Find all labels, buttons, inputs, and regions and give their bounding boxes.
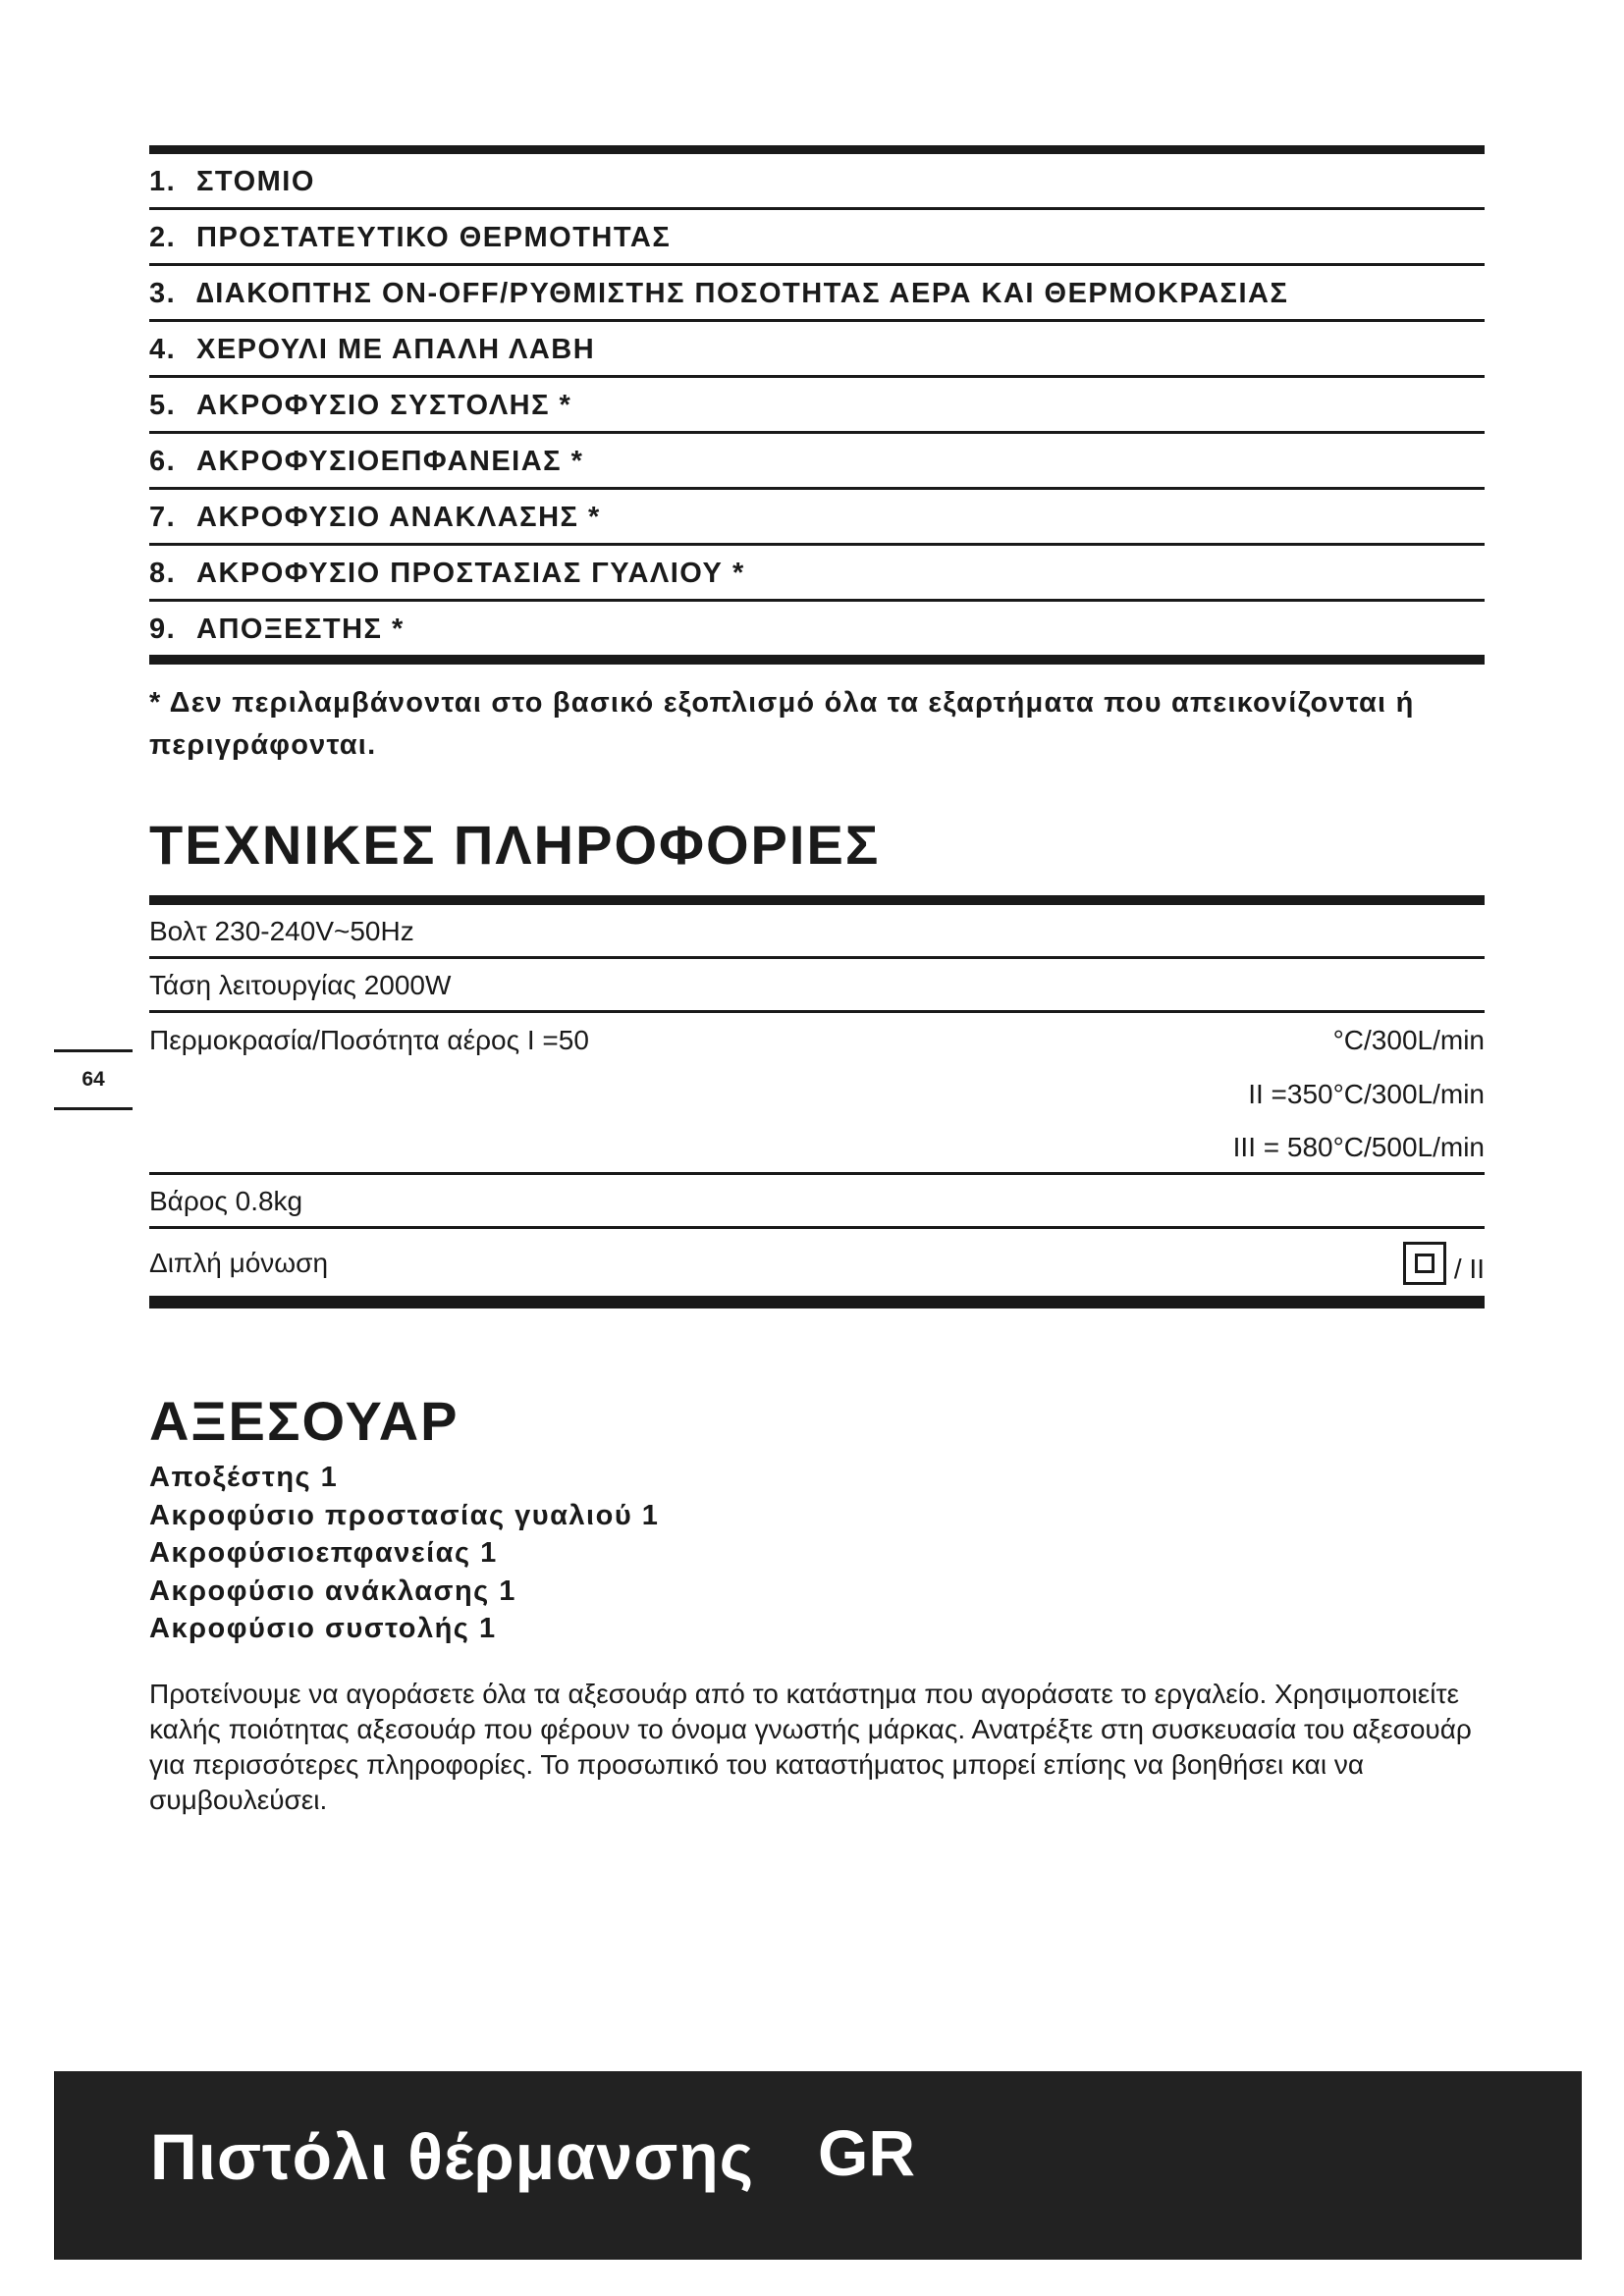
page-marker-rule-bottom: [54, 1107, 133, 1110]
part-number: 2.: [149, 222, 177, 253]
part-label: ΑΚΡΟΦΥΣΙΟ ΠΡΟΣΤΑΣΙΑΣ ΓΥΑΛΙΟΥ *: [196, 558, 745, 589]
accessories-advice: Προτείνουμε να αγοράσετε όλα τα αξεσουάρ από το κατάστημα που αγοράσατε το εργαλείο. Χρησιμοποιείτε καλής ποιότητας αξεσουάρ που φέρουν το όνομα γνωστής μάρκας. Ανατρέξτε στη συσκευασία του αξεσουάρ για περισσότερες πληροφορίες. Το προσωπικό του καταστήματος μπορεί επίσης να βοηθήσει και να συμβουλεύσει.: [149, 1679, 1472, 1815]
accessories-title: ΑΞΕΣΟΥΑΡ: [149, 1390, 460, 1452]
part-label: ∆ΙΑΚΟΠΤΗΣ ON-OFF/ΡΥΘΜΙΣΤΗΣ ΠΟΣΟΤΗΤΑΣ ΑΕΡΑ ΚΑΙ ΘΕΡΜΟΚΡΑΣΙΑΣ: [196, 278, 1289, 309]
part-label: ΑΚΡΟΦΥΣΙΟΕΠΦΑΝΕΙΑΣ *: [196, 446, 584, 477]
part-number: 8.: [149, 558, 177, 589]
spec-power: Τάση λειτουργίας 2000W: [149, 969, 452, 1000]
insulation-class: [1403, 1242, 1485, 1285]
insulation-class-label: / II: [1453, 1253, 1485, 1284]
spec-row-temperature: [149, 1013, 1485, 1067]
spec-voltage: Βολτ 230-240V~50Hz: [149, 915, 414, 946]
part-item: [149, 322, 1485, 378]
part-label: ΑΚΡΟΦΥΣΙΟ ΑΝΑΚΛΑΣΗΣ *: [196, 502, 601, 533]
specs-top-rule: [149, 895, 1485, 905]
accessory-item: Αποξέστης 1: [149, 1462, 339, 1493]
part-number: 5.: [149, 390, 177, 421]
part-item: [149, 490, 1485, 546]
spec-temperature-1: °C/300L/min: [1332, 1025, 1485, 1055]
part-number: 3.: [149, 278, 177, 309]
part-item: [149, 266, 1485, 322]
spec-row-power: [149, 959, 1485, 1013]
double-insulation-icon: [1403, 1242, 1446, 1285]
accessories-list: [149, 1459, 659, 1648]
parts-bottom-rule: [149, 656, 1485, 665]
part-item: [149, 154, 1485, 210]
part-label: ΑΚΡΟΦΥΣΙΟ ΣΥΣΤΟΛΗΣ *: [196, 390, 572, 421]
spec-row-insulation: [149, 1229, 1485, 1299]
spec-row-temperature-3: [149, 1121, 1485, 1175]
parts-footnote: * Δεν περιλαμβάνονται στο βασικό εξοπλισμό όλα τα εξαρτήματα που απεικονίζονται ή περιγράφονται.: [149, 687, 1415, 761]
spec-temperature-2: II =350°C/300L/min: [1248, 1079, 1485, 1109]
part-item: [149, 378, 1485, 434]
accessory-item: Ακροφύσιο προστασίας γυαλιού 1: [149, 1499, 660, 1531]
parts-top-rule: [149, 145, 1485, 154]
part-number: 9.: [149, 614, 177, 645]
part-item: [149, 602, 1485, 658]
accessory-item: Ακροφύσιο συστολής 1: [149, 1613, 497, 1644]
spec-weight: Βάρος 0.8kg: [149, 1185, 303, 1216]
accessory-item: Ακροφύσιο ανάκλασης 1: [149, 1575, 516, 1607]
spec-row-voltage: [149, 905, 1485, 959]
spec-row-weight: [149, 1175, 1485, 1229]
language-code: GR: [818, 2116, 915, 2189]
specs-bottom-rule: [149, 1299, 1485, 1308]
part-item: [149, 210, 1485, 266]
parts-list: [149, 145, 1485, 665]
part-label: ΧΕΡΟΥΛΙ ΜΕ ΑΠΑΛΗ ΛΑΒΗ: [196, 334, 596, 365]
spec-row-temperature-2: [149, 1067, 1485, 1121]
part-label: ΑΠΟΞΕΣΤΗΣ *: [196, 614, 405, 645]
tech-info-title: ΤΕΧΝΙΚΕΣ ΠΛΗΡΟΦΟΡΙΕΣ: [149, 814, 881, 876]
spec-insulation-label: Διπλή μόνωση: [149, 1247, 329, 1278]
accessory-item: Ακροφύσιοεπφανείας 1: [149, 1537, 498, 1569]
part-label: ΣΤΟΜΙΟ: [196, 166, 315, 197]
product-title: Πιστόλι θέρμανσης: [150, 2120, 755, 2193]
page-number: 64: [81, 1068, 105, 1091]
part-number: 4.: [149, 334, 177, 365]
part-number: 1.: [149, 166, 177, 197]
part-label: ΠΡΟΣΤΑΤΕΥΤΙΚΟ ΘΕΡΜΟΤΗΤΑΣ: [196, 222, 672, 253]
spec-temperature-3: III = 580°C/500L/min: [1232, 1131, 1485, 1162]
part-item: [149, 546, 1485, 602]
page-number-marker: [54, 1049, 133, 1110]
part-number: 6.: [149, 446, 177, 477]
tech-specs-table: [149, 895, 1485, 1308]
part-item: [149, 434, 1485, 490]
footer-band: [54, 2071, 1582, 2260]
part-number: 7.: [149, 502, 177, 533]
spec-temperature-label: Περμοκρασία/Ποσότητα αέρος I =50: [149, 1025, 589, 1055]
